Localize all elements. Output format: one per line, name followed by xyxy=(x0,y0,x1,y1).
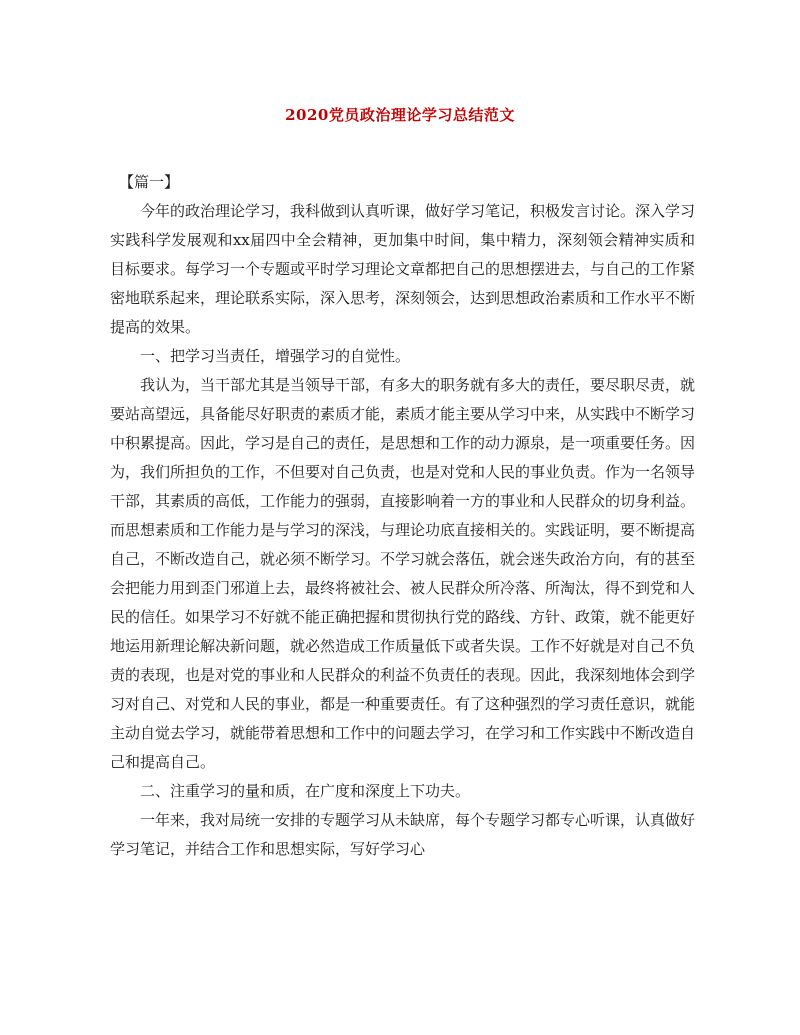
document-body xyxy=(110,168,695,864)
section-heading-2: 二、注重学习的量和质，在广度和深度上下功夫。 xyxy=(140,782,471,800)
paragraph-responsibility: 我认为，当干部尤其是当领导干部，有多大的职务就有多大的责任，要尽职尽责，就要站高望远，具备能尽好职责的素质才能，素质才能主要从学习中来，从实践中不断学习中积累提高。因此，学习是自己的责任，是思想和工作的动力源泉，是一项重要任务。因为，我们所担负的工作，不但要对自己负责，也是对党和人民的事业负责。作为一名领导干部，其素质的高低，工作能力的强弱，直接影响着一方的事业和人民群众的切身利益。而思想素质和工作能力是与学习的深浅，与理论功底直接相关的。实践证明，要不断提高自己，不断改造自己，就必须不断学习。不学习就会落伍，就会迷失政治方向，有的甚至会把能力用到歪门邪道上去，最终将被社会、被人民群众所冷落、所淘汰，得不到党和人民的信任。如果学习不好就不能正确把握和贯彻执行党的路线、方针、政策，就不能更好地运用新理论解决新问题，就必然造成工作质量低下或者失误。工作不好就是对自己不负责的表现，也是对党的事业和人民群众的利益不负责任的表现。因此，我深刻地体会到学习对自己、对党和人民的事业，都是一种重要责任。有了这种强烈的学习责任意识，就能主动自觉去学习，就能带着思想和工作中的问题去学习，在学习和工作实践中不断改造自己和提高自己。 xyxy=(110,376,696,771)
section-heading-pian-yi: 【篇一】 xyxy=(119,173,180,191)
document-title: 2020党员政治理论学习总结范文 xyxy=(285,106,515,124)
section-heading-1: 一、把学习当责任，增强学习的自觉性。 xyxy=(140,347,411,365)
paragraph-study-quality: 一年来，我对局统一安排的专题学习从未缺席，每个专题学习都专心听课，认真做好学习笔记，并结合工作和思想实际，写好学习心 xyxy=(110,811,696,858)
paragraph-intro: 今年的政治理论学习，我科做到认真听课，做好学习笔记，积极发言讨论。深入学习实践科学发展观和xx届四中全会精神，更加集中时间，集中精力，深刻领会精神实质和目标要求。每学习一个专题或平时学习理论文章都把自己的思想摆进去，与自己的工作紧密地联系起来，理论联系实际，深入思考，深刻领会，达到思想政治素质和工作水平不断提高的效果。 xyxy=(110,202,696,336)
